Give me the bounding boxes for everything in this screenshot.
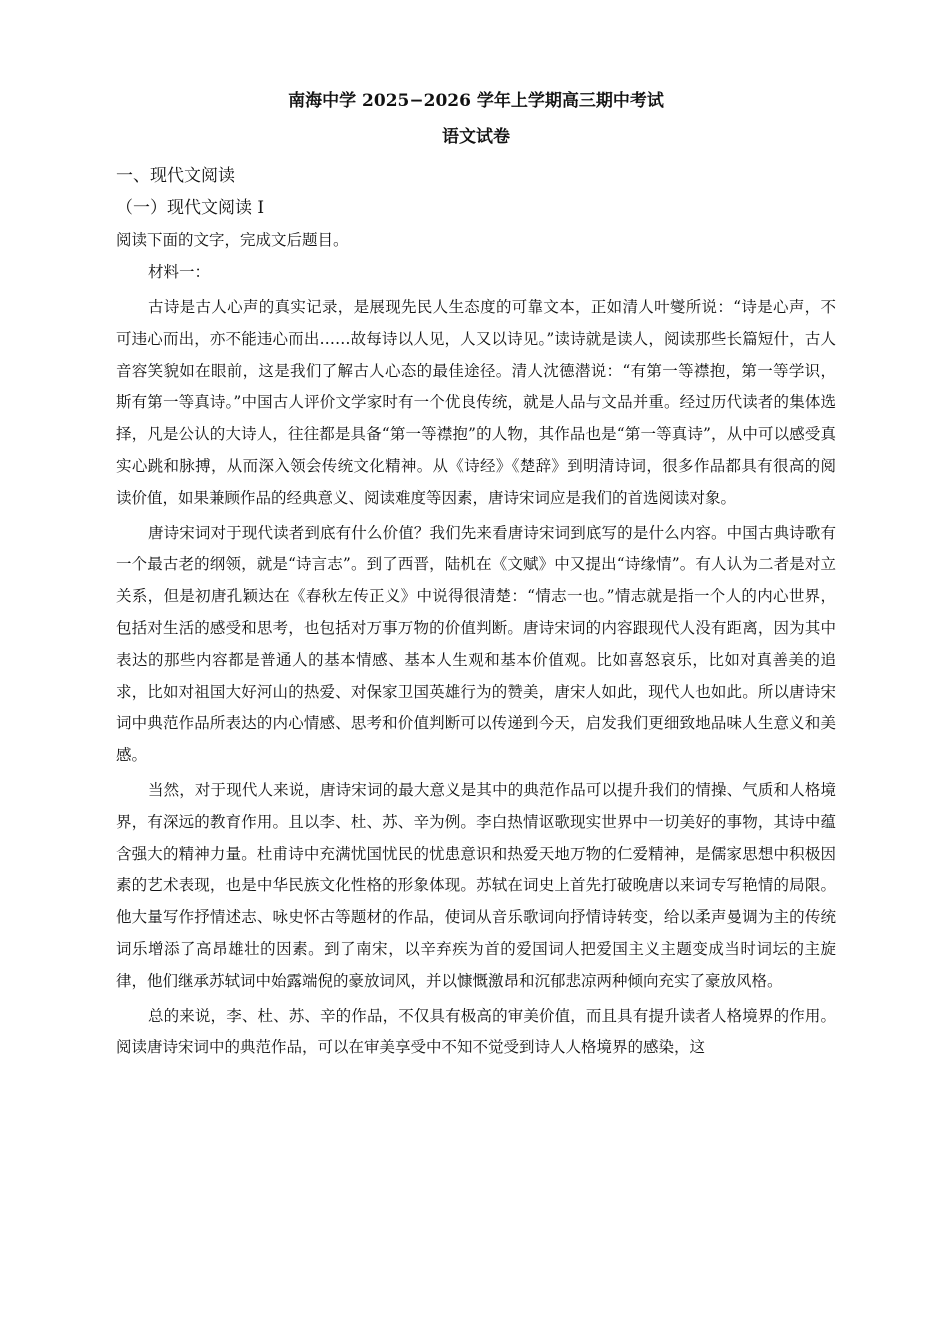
exam-page [116,86,836,1064]
subsection-heading: （一）现代文阅读 I [116,198,265,218]
section-heading: 一、现代文阅读 [116,166,235,186]
paragraph-4: 总的来说，李、杜、苏、辛的作品，不仅具有极高的审美价值，而且具有提升读者人格境界的作用。阅读唐诗宋词中的典范作品，可以在审美享受中不知不觉受到诗人人格境界的感染，这 [116,1006,836,1057]
paragraph-1: 古诗是古人心声的真实记录，是展现先民人生态度的可靠文本，正如清人叶燮所说：“诗是心声，不可违心而出，亦不能违心而出……故每诗以人见，人又以诗见。”读诗就是读人，阅读那些长篇短什，古人音容笑貌如在眼前，这是我们了解古人心态的最佳途径。清人沈德潜说：“有第一等襟抱，第一等学识，斯有第一等真诗。”中国古人评价文学家时有一个优良传统，就是人品与文品并重。经过历代读者的集体选择，凡是公认的大诗人，往往都是具备“第一等襟抱”的人物，其作品也是“第一等真诗”，从中可以感受真实心跳和脉搏，从而深入领会传统文化精神。从《诗经》《楚辞》到明清诗词，很多作品都具有很高的阅读价值，如果兼顾作品的经典意义、阅读难度等因素，唐诗宋词应是我们的首选阅读对象。 [116,298,836,507]
paragraph-3: 当然，对于现代人来说，唐诗宋词的最大意义是其中的典范作品可以提升我们的情操、气质和人格境界，有深远的教育作用。且以李、杜、苏、辛为例。李白热情讴歌现实世界中一切美好的事物，其诗中蕴含强大的精神力量。杜甫诗中充满忧国忧民的忧患意识和热爱天地万物的仁爱精神，是儒家思想中积极因素的艺术表现，也是中华民族文化性格的形象体现。苏轼在词史上首先打破晚唐以来词专写艳情的局限。他大量写作抒情述志、咏史怀古等题材的作品，使词从音乐歌词向抒情诗转变，给以柔声曼调为主的传统词乐增添了高昂雄壮的因素。到了南宋，以辛弃疾为首的爱国词人把爱国主义主题变成当时词坛的主旋律，他们继承苏轼词中始露端倪的豪放词风，并以慷慨激昂和沉郁悲凉两种倾向充实了豪放风格。 [116,780,836,990]
exam-title: 南海中学 2025−2026 学年上学期高三期中考试 [288,91,664,111]
paragraph-2: 唐诗宋词对于现代读者到底有什么价值？我们先来看唐诗宋词到底写的是什么内容。中国古典诗歌有一个最古老的纲领，就是“诗言志”。到了西晋，陆机在《文赋》中又提出“诗缘情”。有人认为二者是对立关系，但是初唐孔颖达在《春秋左传正义》中说得很清楚：“情志一也。”情志就是指一个人的内心世界，包括对生活的感受和思考，也包括对万事万物的价值判断。唐诗宋词的内容跟现代人没有距离，因为其中表达的那些内容都是普通人的基本情感、基本人生观和基本价值观。比如喜怒哀乐，比如对真善美的追求，比如对祖国大好河山的热爱、对保家卫国英雄行为的赞美，唐宋人如此，现代人也如此。所以唐诗宋词中典范作品所表达的内心情感、思考和价值判断可以传递到今天，启发我们更细致地品味人生意义和美感。 [116,523,836,765]
reading-instruction: 阅读下面的文字，完成文后题目。 [116,231,349,249]
exam-subtitle: 语文试卷 [442,127,510,147]
material-label: 材料一： [148,263,211,281]
